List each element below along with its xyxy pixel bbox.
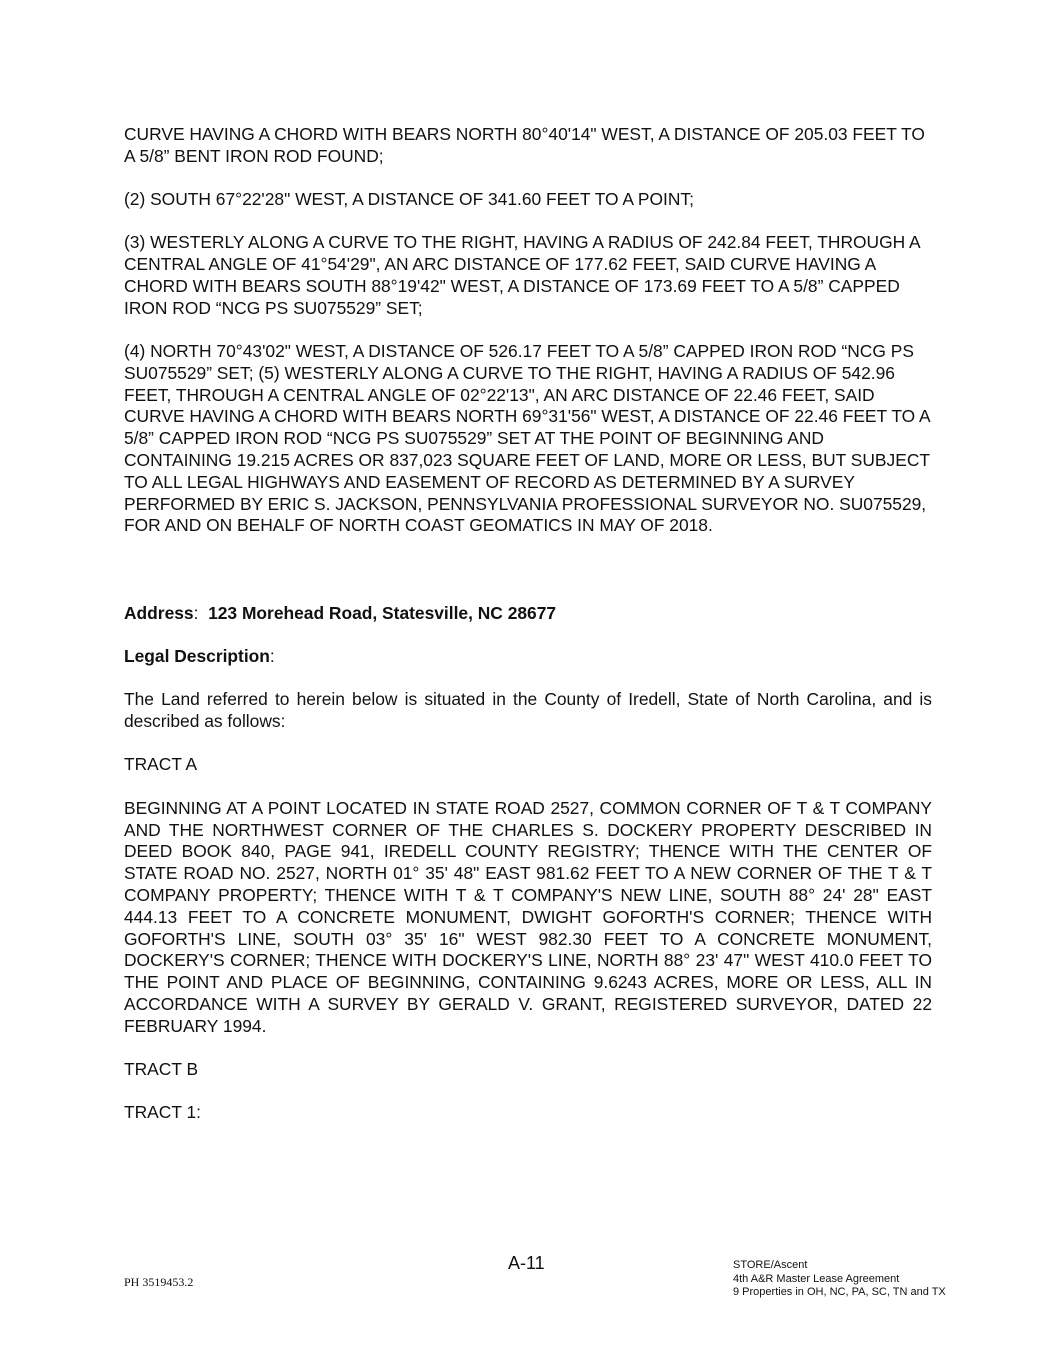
footer-document-info [733, 1259, 946, 1300]
document-body [124, 124, 932, 1146]
address-value: 123 Morehead Road, Statesville, NC 28677 [208, 602, 557, 623]
legal-description-line: Legal Description: [124, 646, 275, 667]
tract-1-heading: TRACT 1: [124, 1102, 201, 1123]
address-line: Address: 123 Morehead Road, Statesville, NC 28677 [124, 602, 557, 623]
footer-line-agreement: 4th A&R Master Lease Agreement [733, 1272, 900, 1285]
footer-line-party: STORE/Ascent [733, 1259, 808, 1271]
legal-intro: The Land referred to herein below is situated in the County of Iredell, State of North Carolina, and is described as follows: [124, 689, 932, 732]
paragraph-course-4-5: (4) NORTH 70°43'02" WEST, A DISTANCE OF 526.17 FEET TO A 5/8” CAPPED IRON ROD “NCG PS SU075529” SET; (5) WESTERLY ALONG A CURVE TO THE RIGHT, HAVING A RADIUS OF 542.96 FEET, THROUGH A CENTRAL ANGLE OF 02°22'13", AN ARC DISTANCE OF 22.46 FEET, SAID CURVE HAVING A CHORD WITH BEARS NORTH 69°31'56" WEST, A DISTANCE OF 22.46 FEET TO A 5/8” CAPPED IRON ROD “NCG PS SU075529” SET AT THE POINT OF BEGINNING AND CONTAINING 19.215 ACRES OR 837,023 SQUARE FEET OF LAND, MORE OR LESS, BUT SUBJECT TO ALL LEGAL HIGHWAYS AND EASEMENT OF RECORD AS DETERMINED BY A SURVEY PERFORMED BY ERIC S. JACKSON, PENNSYLVANIA PROFESSIONAL SURVEYOR NO. SU075529, FOR AND ON BEHALF OF NORTH COAST GEOMATICS IN MAY OF 2018. [124, 341, 930, 536]
paragraph-course-2: (2) SOUTH 67°22'28" WEST, A DISTANCE OF 341.60 FEET TO A POINT; [124, 189, 694, 210]
address-label: Address [124, 602, 194, 623]
section-spacer [124, 559, 932, 603]
page-number: A-11 [508, 1253, 545, 1273]
tract-a-description: BEGINNING AT A POINT LOCATED IN STATE ROAD 2527, COMMON CORNER OF T & T COMPANY AND THE NORTHWEST CORNER OF THE CHARLES S. DOCKERY PROPERTY DESCRIBED IN DEED BOOK 840, PAGE 941, IREDELL COUNTY REGISTRY; THENCE WITH THE CENTER OF STATE ROAD NO. 2527, NORTH 01° 35' 48" EAST 981.62 FEET TO A NEW CORNER OF THE T & T COMPANY PROPERTY; THENCE WITH T & T COMPANY'S NEW LINE, SOUTH 88° 24' 28" EAST 444.13 FEET TO A CONCRETE MONUMENT, DWIGHT GOFORTH'S CORNER; THENCE WITH GOFORTH'S LINE, SOUTH 03° 35' 16" WEST 982.30 FEET TO A CONCRETE MONUMENT, DOCKERY'S CORNER; THENCE WITH DOCKERY'S LINE, NORTH 88° 23' 47" WEST 410.0 FEET TO THE POINT AND PLACE OF BEGINNING, CONTAINING 9.6243 ACRES, MORE OR LESS, ALL IN ACCORDANCE WITH A SURVEY BY GERALD V. GRANT, REGISTERED SURVEYOR, DATED 22 FEBRUARY 1994. [124, 797, 932, 1036]
paragraph-course-3: (3) WESTERLY ALONG A CURVE TO THE RIGHT, HAVING A RADIUS OF 242.84 FEET, THROUGH A CENTRAL ANGLE OF 41°54'29", AN ARC DISTANCE OF 177.62 FEET, SAID CURVE HAVING A CHORD WITH BEARS SOUTH 88°19'42" WEST, A DISTANCE OF 173.69 FEET TO A 5/8” CAPPED IRON ROD “NCG PS SU075529” SET; [124, 232, 920, 318]
footer-line-properties: 9 Properties in OH, NC, PA, SC, TN and TX [733, 1286, 946, 1298]
document-id: PH 3519453.2 [124, 1275, 194, 1289]
tract-a-heading: TRACT A [124, 754, 198, 775]
paragraph-curve-continuation: CURVE HAVING A CHORD WITH BEARS NORTH 80°40'14" WEST, A DISTANCE OF 205.03 FEET TO A 5/8” BENT IRON ROD FOUND; [124, 124, 925, 166]
legal-description-label: Legal Description [124, 646, 270, 667]
tract-b-heading: TRACT B [124, 1059, 199, 1079]
